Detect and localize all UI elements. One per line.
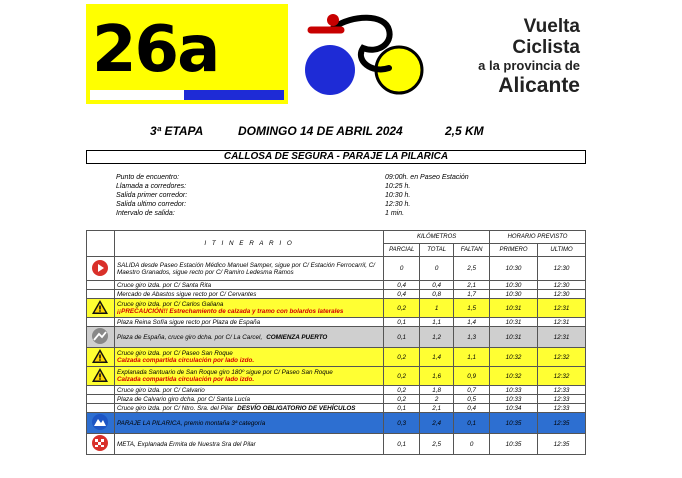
itinerary-description (114, 348, 383, 367)
cell-primero: 10:33 (490, 395, 538, 404)
table-row (87, 386, 586, 395)
itinerary-note: DESVÍO OBLIGATORIO DE VEHÍCULOS (237, 404, 356, 412)
cell-primero: 10:30 (490, 257, 538, 281)
stage-date: DOMINGO 14 DE ABRIL 2024 (238, 124, 403, 138)
meta-label-interval: Intervalo de salida: (116, 210, 175, 217)
itinerary-description (114, 395, 383, 404)
cell-faltan: 1,3 (454, 327, 490, 348)
cell-faltan: 1,5 (454, 299, 490, 318)
meta-value-first: 10:30 h. (385, 192, 411, 199)
cell-parcial: 0,3 (384, 413, 420, 434)
cell-primero: 10:33 (490, 386, 538, 395)
cell-ultimo: 12:31 (538, 327, 586, 348)
itinerary-description (114, 386, 383, 395)
header-icon-cell (87, 231, 115, 257)
header-primero: PRIMERO (490, 244, 538, 257)
cell-faltan: 2,1 (454, 281, 490, 290)
title-line-1: Vuelta (523, 16, 580, 37)
cell-primero: 10:31 (490, 299, 538, 318)
itinerary-description (114, 299, 383, 318)
header-horario: HORARIO PREVISTO (490, 231, 586, 244)
table-row (87, 434, 586, 455)
cell-parcial: 0,2 (384, 299, 420, 318)
header-ultimo: ULTIMO (538, 244, 586, 257)
itinerary-text: Cruce giro izda. por C/ Calvario (116, 386, 205, 394)
cell-ultimo: 12:32 (538, 348, 586, 367)
cell-primero: 10:32 (490, 348, 538, 367)
cell-faltan: 0 (454, 434, 490, 455)
race-title (440, 16, 580, 98)
cell-total: 1,8 (420, 386, 454, 395)
itinerary-text: META, Explanada Ermita de Nuestra Sra del Pilar (116, 440, 256, 448)
cell-faltan: 0,5 (454, 395, 490, 404)
cell-ultimo: 12:33 (538, 386, 586, 395)
meta-value-last: 12:30 h. (385, 201, 411, 208)
title-line-3: a la provincia de (478, 58, 580, 73)
logo-stripe-blue (184, 90, 284, 100)
mountain-icon (87, 413, 115, 434)
cell-faltan: 0,1 (454, 413, 490, 434)
cell-parcial: 0,4 (384, 281, 420, 290)
cell-total: 0 (420, 257, 454, 281)
table-row (87, 348, 586, 367)
cell-faltan: 0,7 (454, 386, 490, 395)
itinerary-note: COMIENZA PUERTO (266, 333, 328, 341)
cell-total: 1 (420, 299, 454, 318)
warning-icon (87, 348, 115, 367)
itinerary-description (114, 327, 383, 348)
empty-icon-cell (87, 404, 115, 413)
cell-parcial: 0,1 (384, 318, 420, 327)
cell-primero: 10:31 (490, 327, 538, 348)
header-faltan: FALTAN (454, 244, 490, 257)
cell-ultimo: 12:30 (538, 281, 586, 290)
cell-ultimo: 12:31 (538, 318, 586, 327)
meta-value-interval: 1 min. (385, 210, 405, 217)
itinerary-text: Cruce giro izda. por C/ Santa Rita (116, 281, 212, 289)
meta-label-last: Salida ultimo corredor: (116, 201, 187, 208)
header-itinerario: I T I N E R A R I O (114, 231, 383, 257)
cell-ultimo: 12:33 (538, 404, 586, 413)
finish-icon (87, 434, 115, 455)
cell-total: 0,8 (420, 290, 454, 299)
table-row (87, 395, 586, 404)
table-row (87, 413, 586, 434)
cell-parcial: 0,1 (384, 404, 420, 413)
start-icon (87, 257, 115, 281)
cell-parcial: 0,2 (384, 367, 420, 386)
logo-stripe-white (90, 90, 184, 100)
meta-label-call: Llamada a corredores: (116, 183, 187, 190)
itinerary-description (114, 290, 383, 299)
table-row (87, 367, 586, 386)
climb-icon (87, 327, 115, 348)
itinerary-description (114, 434, 383, 455)
cell-total: 2,4 (420, 413, 454, 434)
cell-ultimo: 12:30 (538, 290, 586, 299)
cell-parcial: 0,1 (384, 434, 420, 455)
cell-faltan: 0,9 (454, 367, 490, 386)
cell-parcial: 0,2 (384, 386, 420, 395)
cell-ultimo: 12:35 (538, 434, 586, 455)
header-kilometros: KILÓMETROS (384, 231, 490, 244)
itinerary-text: Cruce giro izda. por C/ Ntro. Sra. del Pilar (116, 404, 234, 412)
cell-parcial: 0,2 (384, 395, 420, 404)
edition-logo (86, 4, 288, 104)
warning-icon (87, 299, 115, 318)
cell-parcial: 0,4 (384, 290, 420, 299)
cell-total: 0,4 (420, 281, 454, 290)
itinerary-text: Cruce giro izda. por C/ Carlos Galiana (116, 301, 224, 308)
header-parcial: PARCIAL (384, 244, 420, 257)
itinerary-note: Calzada compartida circulación por lado izdo. (116, 357, 255, 364)
table-row (87, 281, 586, 290)
table-row (87, 404, 586, 413)
itinerary-text: SALIDA desde Paseo Estación Médico Manuel Samper, sigue por C/ Estación Ferrocarril, C/ Maestro Granados, sigue recto por C/ Ramiro Ledesma Ramos (116, 261, 376, 276)
empty-icon-cell (87, 281, 115, 290)
cell-total: 2 (420, 395, 454, 404)
table-row (87, 257, 586, 281)
cell-faltan: 2,5 (454, 257, 490, 281)
cell-primero: 10:30 (490, 281, 538, 290)
table-row (87, 327, 586, 348)
itinerary-text: Cruce giro izda. por C/ Paseo San Roque (116, 350, 233, 357)
empty-icon-cell (87, 395, 115, 404)
meta-value-meeting: 09:00h. en Paseo Estación (385, 174, 469, 181)
cell-primero: 10:35 (490, 434, 538, 455)
itinerary-table (86, 230, 586, 455)
cell-parcial: 0,2 (384, 348, 420, 367)
meta-label-first: Salida primer corredor: (116, 192, 188, 199)
empty-icon-cell (87, 318, 115, 327)
cell-primero: 10:30 (490, 290, 538, 299)
cell-primero: 10:32 (490, 367, 538, 386)
cell-total: 2,5 (420, 434, 454, 455)
itinerary-text: Explanada Santuario de San Roque giro 180º sigue por C/ Paseo San Roque (116, 369, 333, 376)
cell-faltan: 1,1 (454, 348, 490, 367)
itinerary-text: PARAJE LA PILARICA, premio montaña 3ª categoría (116, 419, 266, 427)
cell-ultimo: 12:30 (538, 257, 586, 281)
cell-parcial: 0 (384, 257, 420, 281)
warning-icon (87, 367, 115, 386)
cell-total: 1,6 (420, 367, 454, 386)
itinerary-description (114, 404, 383, 413)
meta-label-meeting: Punto de encuentro: (116, 174, 180, 181)
cell-total: 1,2 (420, 327, 454, 348)
table-row (87, 299, 586, 318)
itinerary-note: ¡¡PRECAUCIÓN!! Estrechamiento de calzada y tramo con bolardos laterales (116, 308, 344, 315)
title-line-2: Ciclista (512, 37, 580, 58)
title-line-4: Alicante (498, 74, 580, 97)
itinerary-description (114, 367, 383, 386)
cell-ultimo: 12:33 (538, 395, 586, 404)
edition-number: 26a (92, 13, 219, 87)
meta-value-call: 10:25 h. (385, 183, 411, 190)
empty-icon-cell (87, 386, 115, 395)
itinerary-text: Mercado de Abastos sigue recto por C/ Cervantes (116, 290, 257, 298)
cell-primero: 10:31 (490, 318, 538, 327)
stage-number: 3ª ETAPA (150, 124, 204, 138)
route-title: CALLOSA DE SEGURA - PARAJE LA PILARICA (86, 150, 586, 164)
cell-total: 1,4 (420, 348, 454, 367)
cell-ultimo: 12:31 (538, 299, 586, 318)
itinerary-description (114, 318, 383, 327)
itinerary-text: Plaza de España, cruce giro dcha. por C/ La Carcel, (116, 333, 263, 341)
cell-faltan: 1,4 (454, 318, 490, 327)
itinerary-description (114, 257, 383, 281)
itinerary-description (114, 413, 383, 434)
cell-faltan: 0,4 (454, 404, 490, 413)
cell-ultimo: 12:35 (538, 413, 586, 434)
cell-faltan: 1,7 (454, 290, 490, 299)
empty-icon-cell (87, 290, 115, 299)
table-row (87, 318, 586, 327)
cell-total: 2,1 (420, 404, 454, 413)
stage-distance: 2,5 KM (445, 124, 484, 138)
cell-parcial: 0,1 (384, 327, 420, 348)
itinerary-text: Plaza Reina Sofía sigue recto por Plaza de España (116, 318, 261, 326)
itinerary-description (114, 281, 383, 290)
cell-ultimo: 12:32 (538, 367, 586, 386)
table-row (87, 290, 586, 299)
cell-primero: 10:34 (490, 404, 538, 413)
cell-total: 1,1 (420, 318, 454, 327)
header-total: TOTAL (420, 244, 454, 257)
itinerary-text: Plaza de Calvario giro dcha. por C/ Santa Lucía (116, 395, 250, 403)
cyclist-logo-icon (293, 8, 433, 98)
itinerary-note: Calzada compartida circulación por lado izdo. (116, 376, 255, 383)
cell-primero: 10:35 (490, 413, 538, 434)
